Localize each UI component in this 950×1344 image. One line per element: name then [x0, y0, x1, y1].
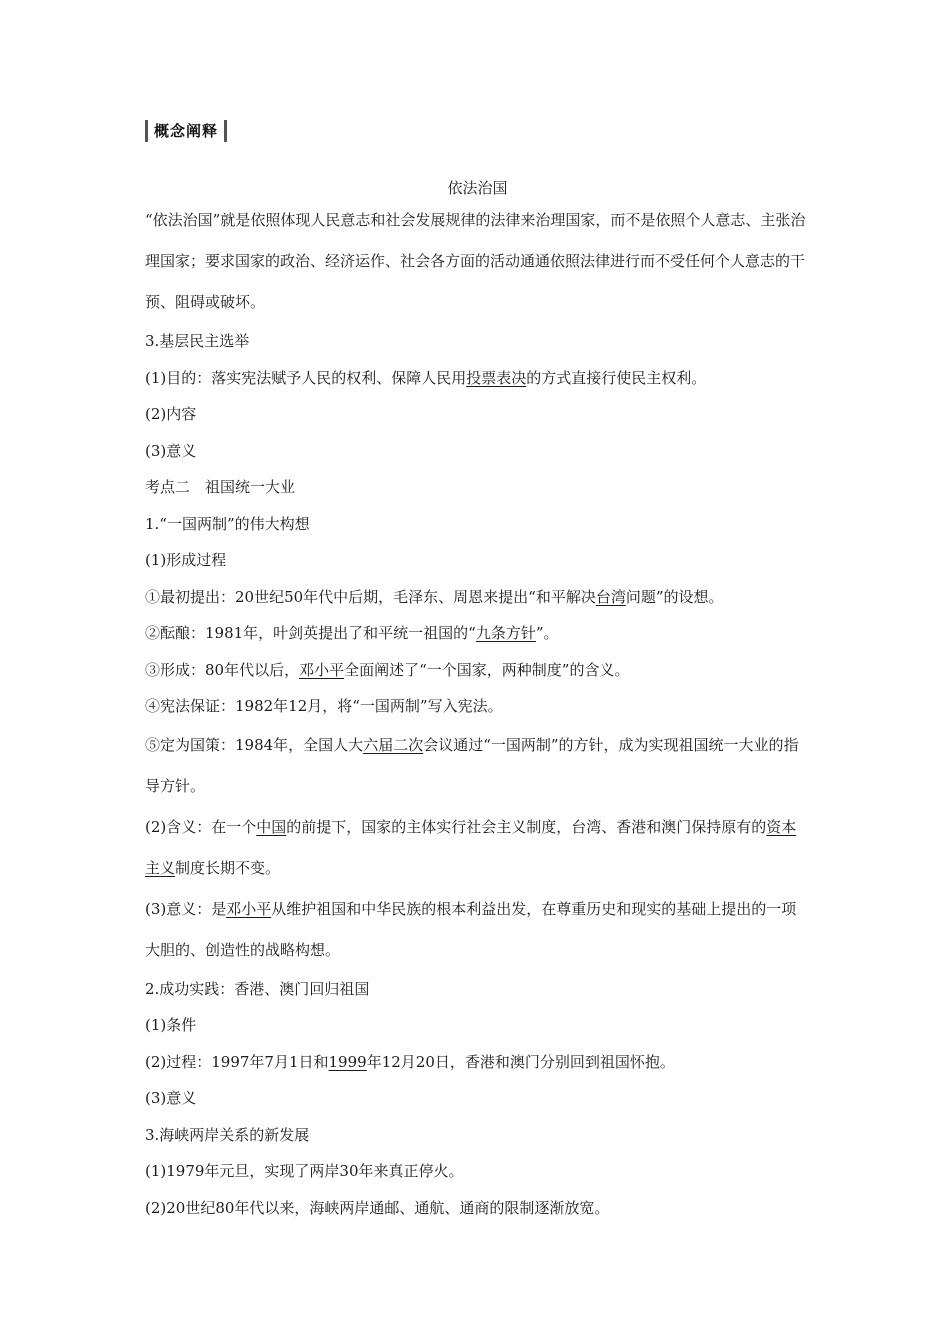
section-tag: 概念阐释	[145, 120, 227, 142]
kp2-f4: ④宪法保证：1982年12月，将“一国两制”写入宪法。	[145, 697, 503, 715]
kp2-d2: (2)20世纪80年代以来，海峡两岸通邮、通航、通商的限制逐渐放宽。	[145, 1198, 610, 1217]
underline-term: 九条方针	[475, 624, 536, 642]
kp2-significance-2: (3)意义	[145, 1089, 197, 1107]
kp2-f3: ③形成：80年代以后，邓小平全面阐述了“一个国家，两种制度”的含义。	[145, 660, 630, 679]
s3-item-purpose: (1)目的：落实宪法赋予人民的权利、保障人民用投票表决的方式直接行使民主权利。	[145, 368, 707, 387]
kp2-significance: (3)意义：是邓小平从维护祖国和中华民族的根本利益出发，在尊重历史和现实的基础上提出的一项大胆的、创造性的战略构想。	[145, 899, 797, 959]
kp2-sub3: 3.海峡两岸关系的新发展	[145, 1125, 310, 1144]
kp2-process: (2)过程：1997年7月1日和1999年12月20日，香港和澳门分别回到祖国怀抱。	[145, 1052, 675, 1071]
underline-term: 1999	[328, 1052, 367, 1071]
kp2-f1: ①最初提出：20世纪50年代中后期，毛泽东、周恩来提出“和平解决台湾问题”的设想。	[145, 587, 724, 606]
underline-term: 资本主义	[145, 817, 797, 877]
concept-title: 依法治国	[447, 179, 508, 197]
kp2-meaning: (2)含义：在一个中国的前提下，国家的主体实行社会主义制度，台湾、香港和澳门保持原有的资本主义制度长期不变。	[145, 817, 797, 877]
kp2-sub1: 1.“一国两制”的伟大构想	[145, 514, 310, 533]
underline-term: 台湾	[595, 587, 626, 606]
kp2-d1: (1)1979年元旦，实现了两岸30年来真正停火。	[145, 1162, 464, 1180]
kp2-sub2: 2.成功实践：香港、澳门回归祖国	[145, 979, 370, 998]
kp2-conditions: (1)条件	[145, 1016, 197, 1034]
s3-item-content: (2)内容	[145, 405, 197, 423]
concept-body: “依法治国”就是依照体现人民意志和社会发展规律的法律来治理国家，而不是依照个人意志、主张治理国家；要求国家的政治、经济运作、社会各方面的活动通通依照法律进行而不受任何个人意志的干预、阻碍或破坏。	[145, 211, 806, 311]
underline-term: 邓小平	[299, 660, 345, 679]
kp2-f5: ⑤定为国策：1984年，全国人大六届二次会议通过“一国两制”的方针，成为实现祖国统一大业的指导方针。	[145, 735, 799, 795]
underline-term: 投票表决	[466, 368, 527, 387]
s3-heading: 3.基层民主选举	[145, 332, 250, 350]
s3-item-significance: (3)意义	[145, 441, 197, 460]
kp2-formation: (1)形成过程	[145, 551, 227, 569]
underline-term: 邓小平	[226, 899, 272, 918]
underline-term: 六届二次	[363, 735, 424, 754]
underline-term: 中国	[256, 817, 287, 836]
document-page	[145, 120, 810, 1226]
kp2-f2: ②酝酿：1981年，叶剑英提出了和平统一祖国的“九条方针”。	[145, 624, 559, 642]
kp2-heading: 考点二 祖国统一大业	[145, 478, 296, 496]
